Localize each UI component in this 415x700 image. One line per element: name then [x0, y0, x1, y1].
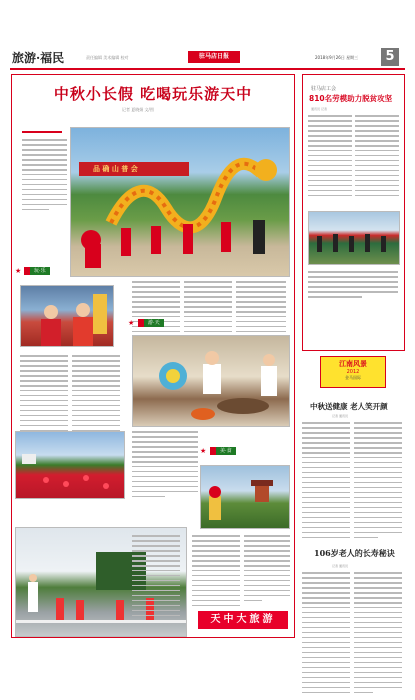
ad-title: 江南风景: [339, 360, 367, 368]
travel-banner: 天中大旅游: [198, 611, 288, 629]
intro-rule: [22, 131, 62, 133]
photo-captions: [132, 431, 198, 501]
ad-brand: 金马国际: [345, 375, 361, 380]
article-kicker: 驻马店工会: [311, 86, 337, 92]
section-tag-travel: 游·天: [138, 319, 164, 327]
longevity-article-col-1: [302, 572, 350, 700]
newspaper-logo: 驻马店日报: [188, 51, 240, 63]
main-headline: 中秋小长假 吃喝玩乐游天中: [53, 85, 253, 103]
ad-year: 2012: [346, 369, 360, 375]
health-article-col-2: [354, 422, 402, 544]
health-article-byline: 记者 通讯员: [332, 414, 348, 418]
labor-article-headline: 810名劳模助力脱贫攻坚: [309, 94, 393, 103]
labor-union-photo: [308, 211, 400, 265]
star-icon: ★: [15, 267, 22, 275]
newspaper-page: [10, 10, 405, 667]
intro-text: [22, 139, 67, 219]
issue-date: 2018年9月26日 星期三: [315, 55, 359, 60]
page-header: [10, 48, 405, 70]
photo-sign-text: 品 确 山 普 会: [93, 165, 138, 173]
labor-article-byline: 通讯员 记者: [311, 107, 327, 111]
section-tag-play: 玩·乐: [24, 267, 50, 275]
pagoda-photo: [200, 465, 290, 529]
star-icon: ★: [200, 447, 207, 455]
longevity-article-byline: 记者 通讯员: [332, 564, 348, 568]
labor-article-col-2: [355, 115, 399, 203]
main-article-frame: [11, 74, 295, 638]
advertisement: [320, 356, 386, 388]
performers-photo: [20, 285, 114, 347]
dragon-illustration: [71, 128, 289, 276]
section-tag-food: 美·食: [210, 447, 236, 455]
longevity-article-headline: 106岁老人的长寿秘诀: [314, 548, 395, 558]
food-festival-photo: [132, 335, 290, 427]
labor-article-col-1: [308, 115, 352, 203]
flower-field-photo: [15, 431, 125, 499]
health-article-headline: 中秋送健康 老人笑开颜: [310, 402, 388, 411]
longevity-article-col-2: [354, 572, 402, 700]
main-byline: 记者 夏晓娟 文/图: [122, 107, 154, 112]
section-title: 旅游·福民: [12, 51, 65, 65]
page-number: 5: [381, 48, 399, 66]
health-article-col-1: [302, 422, 350, 544]
labor-union-box: [302, 74, 405, 351]
article-column-bottom-1: [132, 535, 180, 625]
star-icon: ★: [128, 319, 135, 327]
editor-credits: 责任编辑 美术编辑 校对: [86, 55, 129, 60]
dragon-dance-photo: [70, 127, 290, 277]
article-column-bottom-2: [192, 535, 240, 615]
labor-photo-caption: [308, 271, 398, 311]
article-column-bottom-3: [244, 535, 290, 615]
